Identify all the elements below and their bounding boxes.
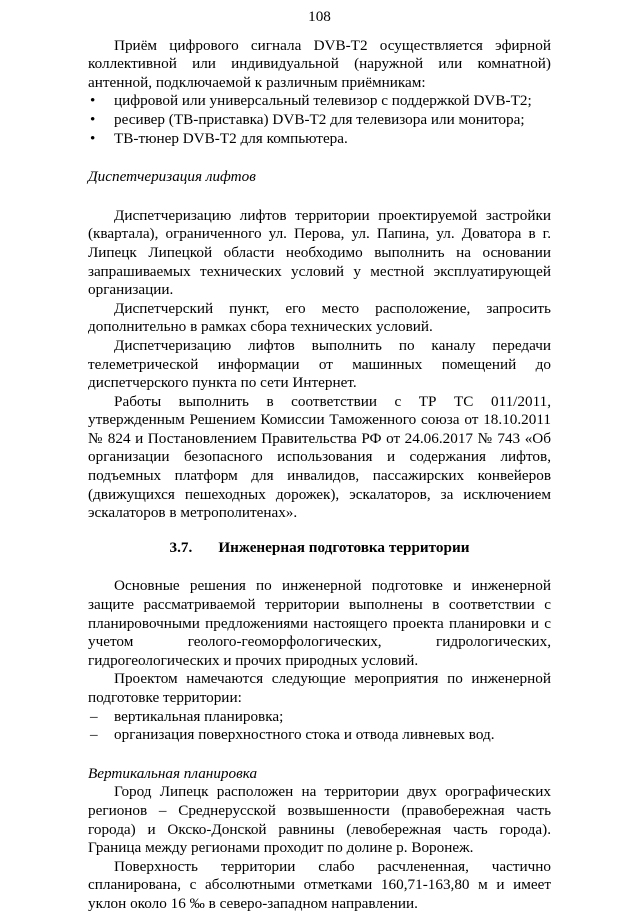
- dash-mark: –: [90, 707, 98, 725]
- page-number: 108: [308, 8, 331, 25]
- section-title: Инженерная подготовка территории: [218, 538, 470, 556]
- paragraph: Поверхность территории слабо расчлененная, частично спланирована, с абсолютными отметками 160,71-163,80 м и имеет уклон около 16 ‰ в северо-западном направлении.: [88, 857, 551, 912]
- list-item-text: организация поверхностного стока и отвода ливневых вод.: [114, 726, 495, 744]
- section-number: 3.7.: [169, 538, 193, 556]
- list-item: [88, 708, 551, 727]
- vertical-subheading: Вертикальная планировка: [88, 764, 258, 782]
- list-item: [88, 726, 551, 745]
- page-content: [88, 8, 551, 914]
- paragraph: Диспетчерский пункт, его место расположение, запросить дополнительно в рамках сбора технических условий.: [88, 299, 551, 336]
- paragraph: Город Липецк расположен на территории двух орографических регионов – Среднерусской возвышенности (правобережная часть города) и Окско-Донской равнины (левобережная часть города). Граница между регионами проходит по долине р. Воронеж.: [88, 783, 551, 857]
- elevator-subheading: Диспетчеризация лифтов: [88, 168, 256, 186]
- bullet-mark: •: [90, 129, 96, 147]
- paragraph: Диспетчеризацию лифтов выполнить по каналу передачи телеметрической информации от машинных помещений до диспетчерского пункта по сети Интернет.: [88, 336, 551, 392]
- section-heading: [88, 539, 551, 558]
- bullet-mark: •: [90, 92, 96, 110]
- list-item-text: вертикальная планировка;: [114, 707, 284, 725]
- receiver-list: [88, 92, 551, 148]
- paragraph: Проектом намечаются следующие мероприятия по инженерной подготовке территории:: [88, 670, 551, 706]
- dvb-intro-paragraph: Приём цифрового сигнала DVB-T2 осуществляется эфирной коллективной или индивидуальной (наружной или комнатной) антенной, подключаемой к различным приёмникам:: [88, 36, 551, 91]
- paragraph: Работы выполнить в соответствии с ТР ТС 011/2011, утвержденным Решением Комиссии Таможенного союза от 18.10.2011 № 824 и Постановлением Правительства РФ от 24.06.2017 № 743 «Об организации безопасного использования и содержания лифтов, подъемных платформ для инвалидов, пассажирских конвейеров (движущихся пешеходных дорожек), эскалаторов, за исключением эскалаторов в метрополитенах».: [88, 392, 551, 522]
- list-item-text: ресивер (ТВ-приставка) DVB-T2 для телевизора или монитора;: [114, 110, 525, 128]
- list-item-text: ТВ-тюнер DVB-T2 для компьютера.: [114, 129, 348, 147]
- list-item: [88, 130, 551, 149]
- paragraph: Диспетчеризацию лифтов территории проектируемой застройки (квартала), ограниченного ул. Перова, ул. Папина, ул. Доватора в г. Липецк Липецкой области необходимо выполнить на основании запрашиваемых технических условий у местной эксплуатирующей организации.: [88, 206, 551, 299]
- list-item: [88, 92, 551, 111]
- dash-mark: –: [90, 726, 98, 744]
- list-item: [88, 111, 551, 130]
- list-item-text: цифровой или универсальный телевизор с поддержкой DVB-T2;: [114, 92, 532, 110]
- paragraph: Основные решения по инженерной подготовке и инженерной защите рассматриваемой территории выполнены в соответствии с планировочными предложениями настоящего проекта планировки и с учетом геолого-геоморфологических, гидрологических, гидрогеологических и прочих природных условий.: [88, 577, 551, 669]
- bullet-mark: •: [90, 110, 96, 128]
- measures-list: [88, 708, 551, 745]
